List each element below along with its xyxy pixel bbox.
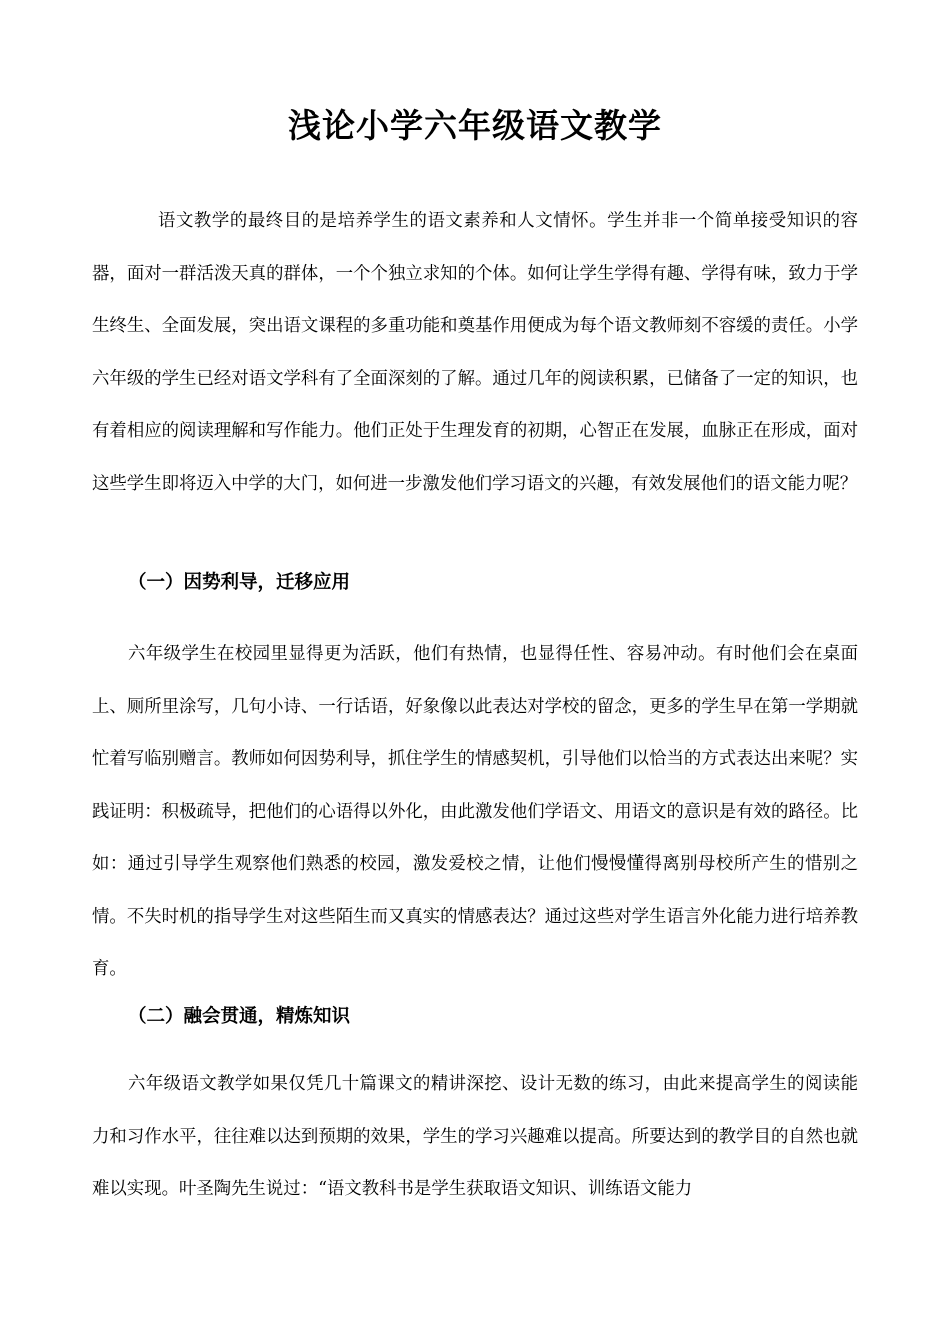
section-heading-2: （二）融会贯通，精炼知识 [128,1006,351,1027]
section-heading-1: （一）因势利导，迁移应用 [128,572,351,593]
document-title: 浅论小学六年级语文教学 [288,106,662,145]
section-2-paragraph: 六年级语文教学如果仅凭几十篇课文的精讲深挖、设计无数的练习，由此来提高学生的阅读能力和习作水平，往往难以达到预期的效果，学生的学习兴趣难以提高。所要达到的教学目的自然也就难以实现。叶圣陶先生说过：“语文教科书是学生获取语文知识、训练语文能力 [92,1074,858,1199]
section-1-paragraph: 六年级学生在校园里显得更为活跃，他们有热情，也显得任性、容易冲动。有时他们会在桌面上、厕所里涂写，几句小诗、一行话语，好象像以此表达对学校的留念，更多的学生早在第一学期就忙着写临别赠言。教师如何因势利导，抓住学生的情感契机，引导他们以恰当的方式表达出来呢？实践证明：积极疏导，把他们的心语得以外化，由此激发他们学语文、用语文的意识是有效的路径。比如：通过引导学生观察他们熟悉的校园，激发爱校之情，让他们慢慢懂得离别母校所产生的惜别之情。不失时机的指导学生对这些陌生而又真实的情感表达？通过这些对学生语言外化能力进行培养教育。 [92,644,858,979]
intro-paragraph: 语文教学的最终目的是培养学生的语文素养和人文情怀。学生并非一个简单接受知识的容器，面对一群活泼天真的群体，一个个独立求知的个体。如何让学生学得有趣、学得有味，致力于学生终生、全面发展，突出语文课程的多重功能和奠基作用便成为每个语文教师刻不容缓的责任。小学六年级的学生已经对语文学科有了全面深刻的了解。通过几年的阅读积累，已储备了一定的知识，也有着相应的阅读理解和写作能力。他们正处于生理发育的初期，心智正在发展，血脉正在形成，面对这些学生即将迈入中学的大门，如何进一步激发他们学习语文的兴趣，有效发展他们的语文能力呢？ [92,211,858,494]
